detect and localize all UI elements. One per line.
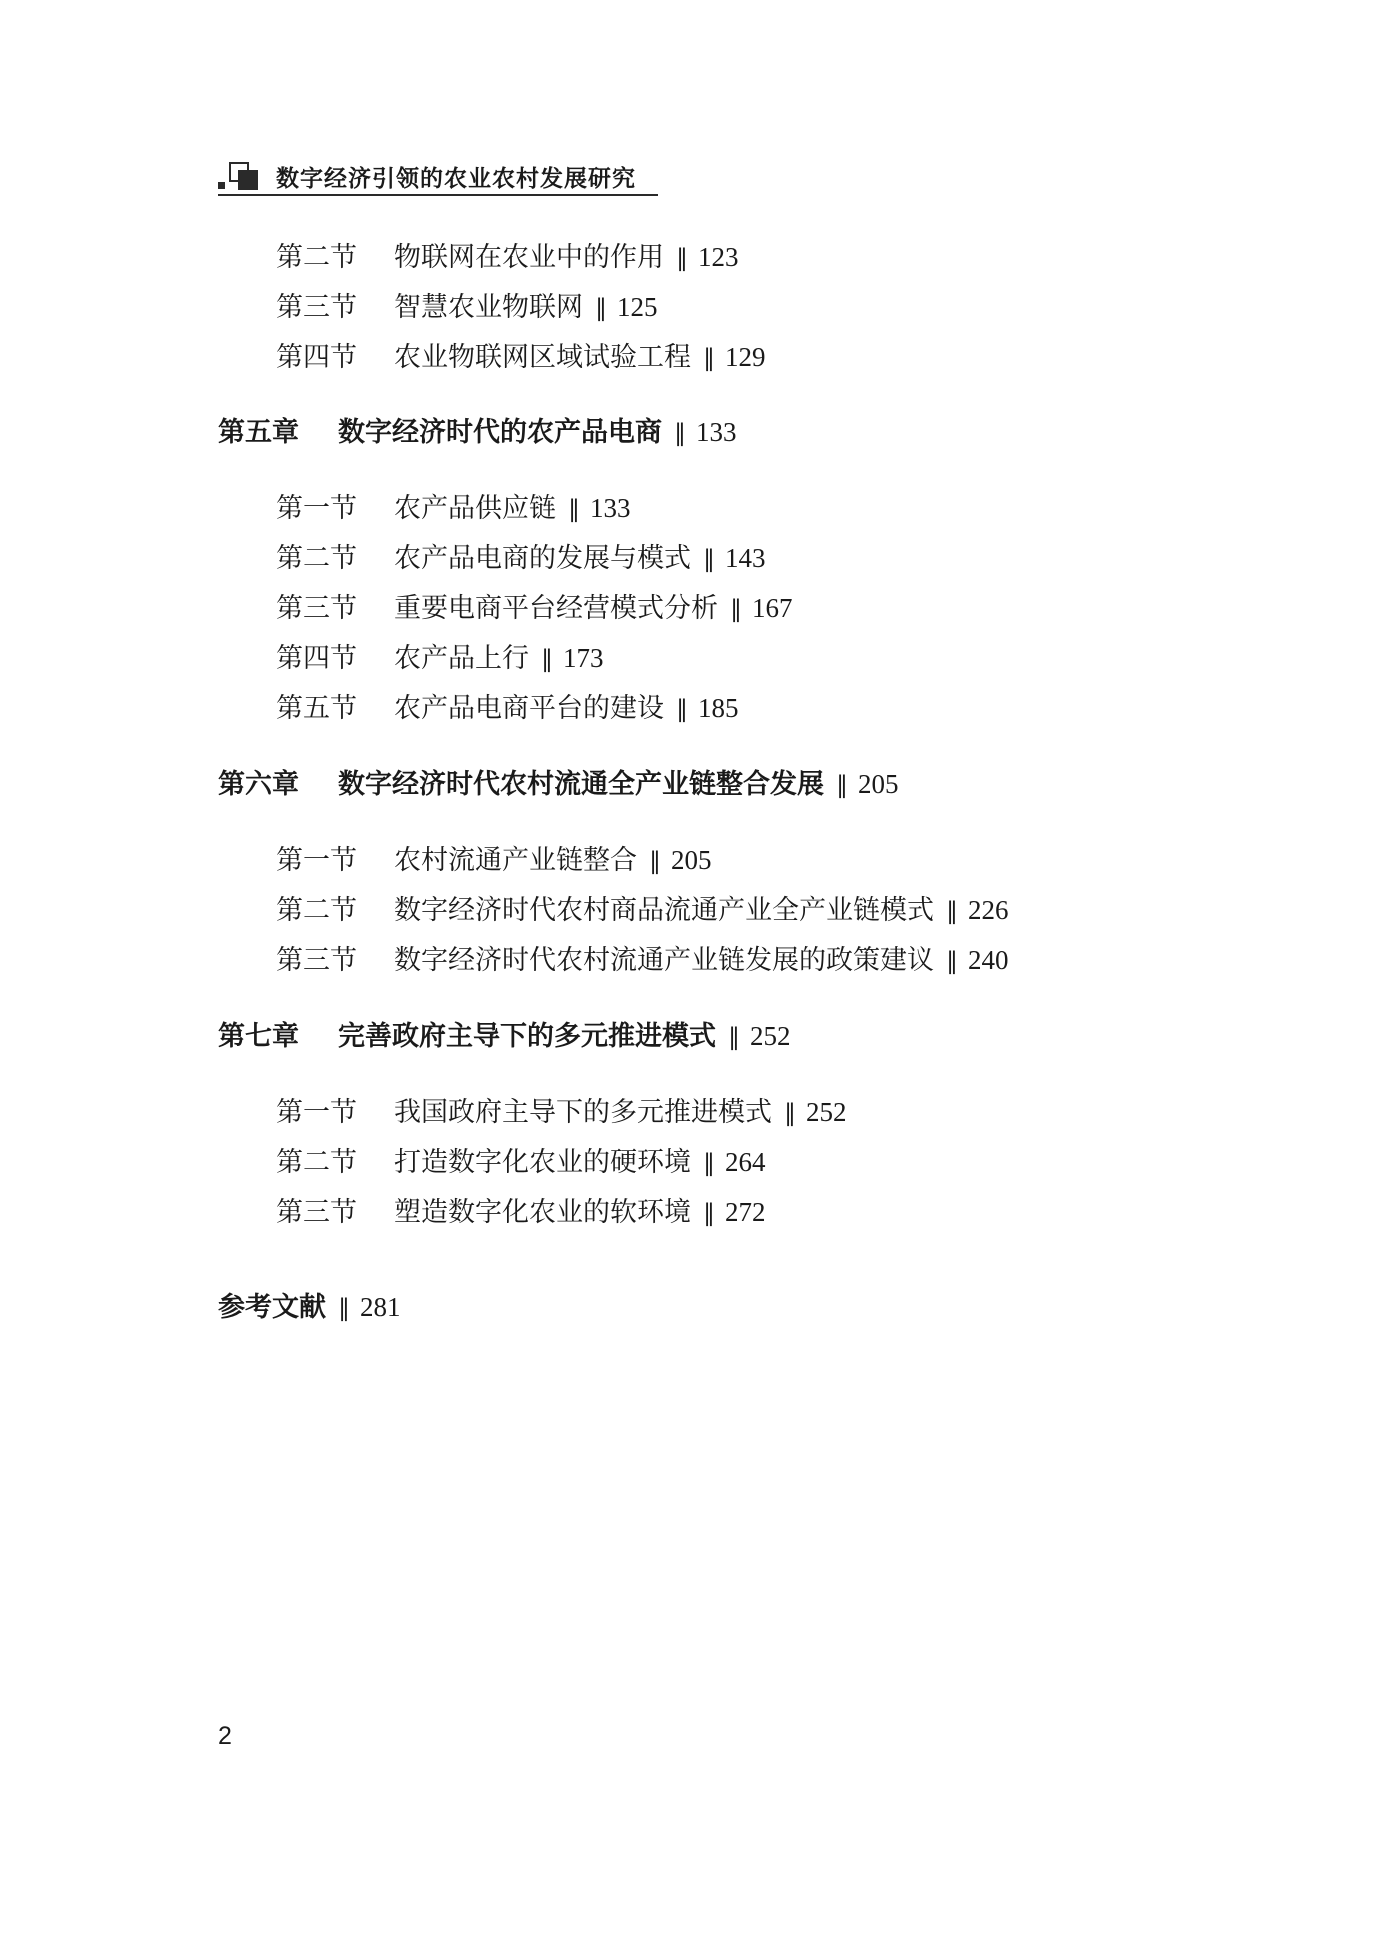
separator: ∥ [730,595,742,623]
section-title: 农村流通产业链整合 [394,845,637,876]
separator: ∥ [338,1294,350,1322]
toc-section-5-1[interactable] [276,491,631,525]
section-title: 农业物联网区域试验工程 [394,342,691,373]
toc-section-4-4[interactable] [276,340,766,374]
separator: ∥ [946,947,958,975]
separator: ∥ [703,1199,715,1227]
toc-references[interactable] [218,1290,401,1324]
separator: ∥ [541,645,553,673]
section-title: 重要电商平台经营模式分析 [394,593,718,624]
toc-chapter-5[interactable] [218,415,737,449]
section-label: 第三节 [276,593,357,624]
section-title: 智慧农业物联网 [394,292,583,323]
chapter-label: 第五章 [218,417,299,448]
chapter-label: 第六章 [218,769,299,800]
section-title: 农产品电商的发展与模式 [394,543,691,574]
running-header [218,158,658,196]
page-number: 123 [698,242,739,272]
page-number: 133 [696,417,737,447]
toc-section-7-1[interactable] [276,1095,847,1129]
section-label: 第四节 [276,342,357,373]
toc-section-4-2[interactable] [276,240,739,274]
toc-section-4-3[interactable] [276,290,658,324]
section-label: 第四节 [276,643,357,674]
page-number: 252 [750,1021,791,1051]
book-title: 数字经济引领的农业农村发展研究 [276,166,636,192]
separator: ∥ [703,344,715,372]
separator: ∥ [784,1099,796,1127]
page-number: 264 [725,1147,766,1177]
page-number: 133 [590,493,631,523]
section-title: 数字经济时代农村流通产业链发展的政策建议 [394,945,934,976]
separator: ∥ [595,294,607,322]
page-number: 129 [725,342,766,372]
section-title: 农产品上行 [394,643,529,674]
page-number: 240 [968,945,1009,975]
chapter-title: 数字经济时代的农产品电商 [338,417,662,448]
toc-chapter-6[interactable] [218,767,899,801]
page-number: 167 [752,593,793,623]
page-number: 173 [563,643,604,673]
section-title: 物联网在农业中的作用 [394,242,664,273]
folio-page-number: 2 [218,1722,232,1750]
page-number: 252 [806,1097,847,1127]
chapter-title: 数字经济时代农村流通全产业链整合发展 [338,769,824,800]
header-emblem-icon [218,162,260,190]
separator: ∥ [568,495,580,523]
toc-section-7-3[interactable] [276,1195,766,1229]
section-label: 第二节 [276,242,357,273]
references-title: 参考文献 [218,1292,326,1323]
toc-section-5-4[interactable] [276,641,604,675]
toc-section-5-2[interactable] [276,541,766,575]
toc-section-7-2[interactable] [276,1145,766,1179]
toc-section-6-3[interactable] [276,943,1009,977]
separator: ∥ [676,244,688,272]
section-title: 我国政府主导下的多元推进模式 [394,1097,772,1128]
page-number: 125 [617,292,658,322]
page-number: 205 [858,769,899,799]
separator: ∥ [728,1023,740,1051]
section-title: 农产品供应链 [394,493,556,524]
toc-section-6-2[interactable] [276,893,1009,927]
section-title: 农产品电商平台的建设 [394,693,664,724]
section-label: 第二节 [276,543,357,574]
separator: ∥ [836,771,848,799]
separator: ∥ [674,419,686,447]
section-title: 数字经济时代农村商品流通产业全产业链模式 [394,895,934,926]
section-label: 第一节 [276,845,357,876]
chapter-title: 完善政府主导下的多元推进模式 [338,1021,716,1052]
toc-section-5-3[interactable] [276,591,793,625]
separator: ∥ [649,847,661,875]
page-number: 185 [698,693,739,723]
section-title: 打造数字化农业的硬环境 [394,1147,691,1178]
section-title: 塑造数字化农业的软环境 [394,1197,691,1228]
separator: ∥ [676,695,688,723]
separator: ∥ [703,545,715,573]
section-label: 第二节 [276,895,357,926]
section-label: 第二节 [276,1147,357,1178]
section-label: 第三节 [276,945,357,976]
separator: ∥ [946,897,958,925]
page-number: 281 [360,1292,401,1322]
section-label: 第三节 [276,292,357,323]
separator: ∥ [703,1149,715,1177]
toc-section-6-1[interactable] [276,843,712,877]
page-number: 226 [968,895,1009,925]
section-label: 第五节 [276,693,357,724]
toc-chapter-7[interactable] [218,1019,791,1053]
toc-section-5-5[interactable] [276,691,739,725]
page-number: 272 [725,1197,766,1227]
page-number: 143 [725,543,766,573]
section-label: 第一节 [276,1097,357,1128]
chapter-label: 第七章 [218,1021,299,1052]
section-label: 第一节 [276,493,357,524]
page-number: 205 [671,845,712,875]
section-label: 第三节 [276,1197,357,1228]
